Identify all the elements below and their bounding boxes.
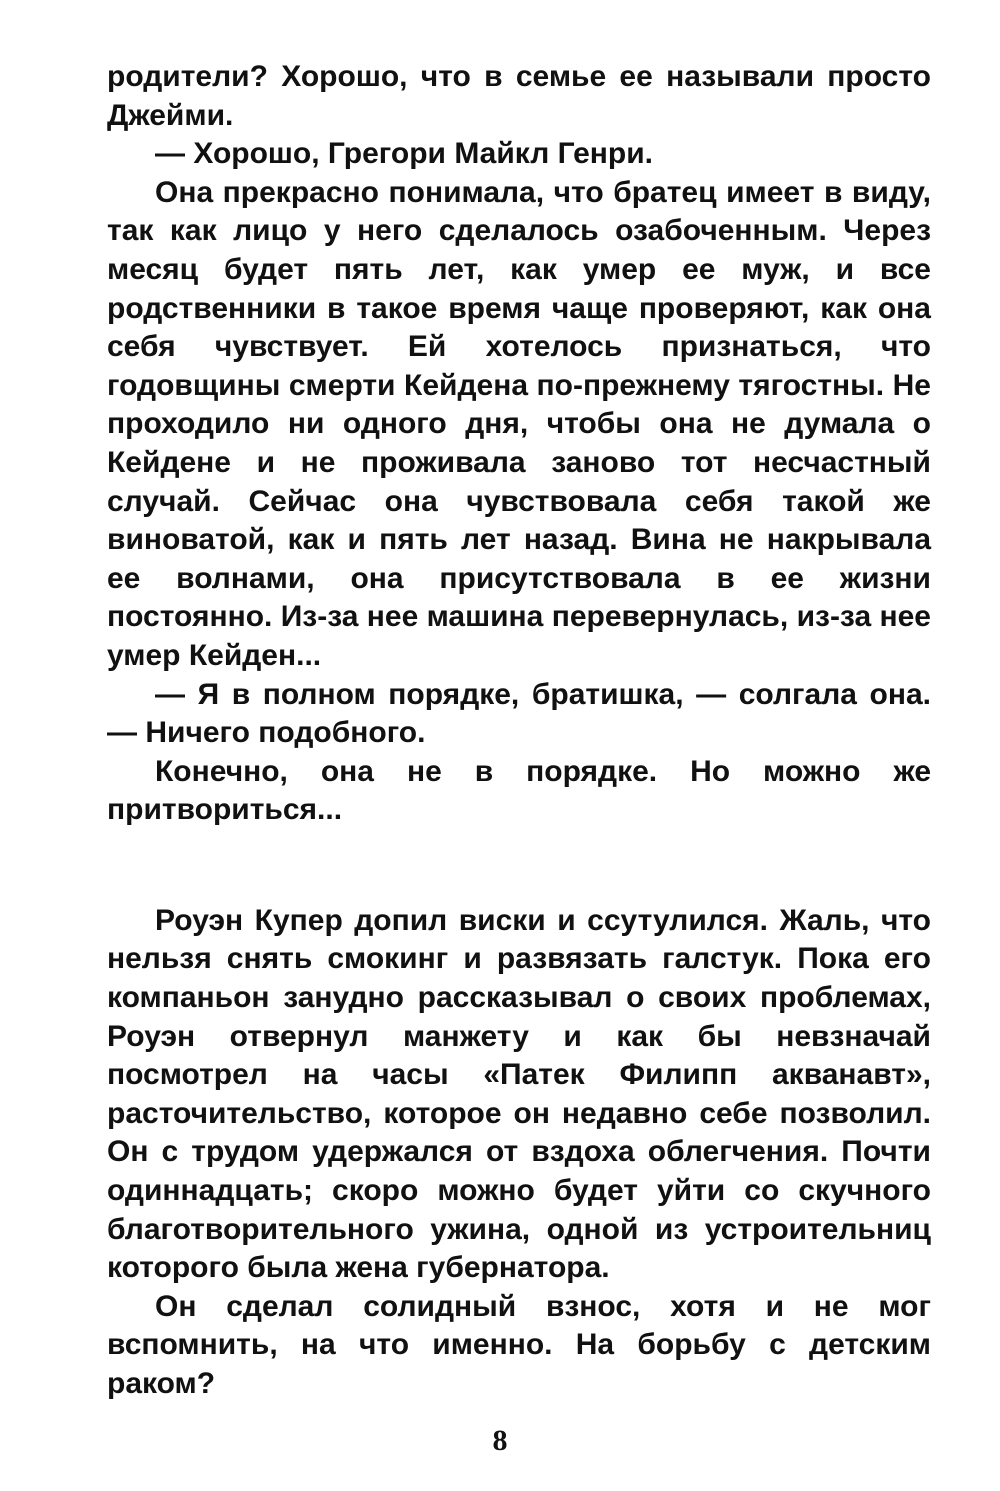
- section-break: [107, 830, 931, 902]
- paragraph-dialogue-jamie: — Я в полном порядке, братишка, — солгала она. — Ничего подобного.: [107, 677, 931, 750]
- page-body: [107, 58, 931, 1404]
- paragraph-narration-rowan: Роуэн Купер допил виски и ссутулился. Жаль, что нельзя снять смокинг и развязать галстук. Пока его компаньон занудно рассказывал о своих проблемах, Роуэн отвернул манжету и как бы невзначай посмотрел на часы «Патек Филипп акванавт», расточительство, которое он недавно себе позволил. Он с трудом удержался от вздоха облегчения. Почти одиннадцать; скоро можно будет уйти со скучного благотворительного ужина, одной из устроительниц которого была жена губернатора.: [107, 903, 931, 1285]
- paragraph-narration-pretend: Конечно, она не в порядке. Но можно же притвориться...: [107, 754, 931, 827]
- paragraph-continuation: родители? Хорошо, что в семье ее называли просто Джейми.: [107, 60, 931, 132]
- paragraph-narration-jamie: Она прекрасно понимала, что братец имеет в виду, так как лицо у него сделалось озабоченным. Через месяц будет пять лет, как умер ее муж, и все родственники в такое время чаще проверяют, как она себя чувствует. Ей хотелось признаться, что годовщины смерти Кейдена по-прежнему тягостны. Не проходило ни одного дня, чтобы она не думала о Кейдене и не проживала заново тот несчастный случай. Сейчас она чувствовала себя такой же виноватой, как и пять лет назад. Вина не накрывала ее волнами, она присутствовала в ее жизни постоянно. Из-за нее машина перевернулась, из-за нее умер Кейден...: [107, 175, 931, 672]
- paragraph-dialogue-gregory: — Хорошо, Грегори Майкл Генри.: [155, 137, 653, 171]
- page-number: 8: [492, 1424, 508, 1457]
- paragraph-narration-donation: Он сделал солидный взнос, хотя и не мог вспомнить, на что именно. На борьбу с детским раком?: [107, 1289, 931, 1400]
